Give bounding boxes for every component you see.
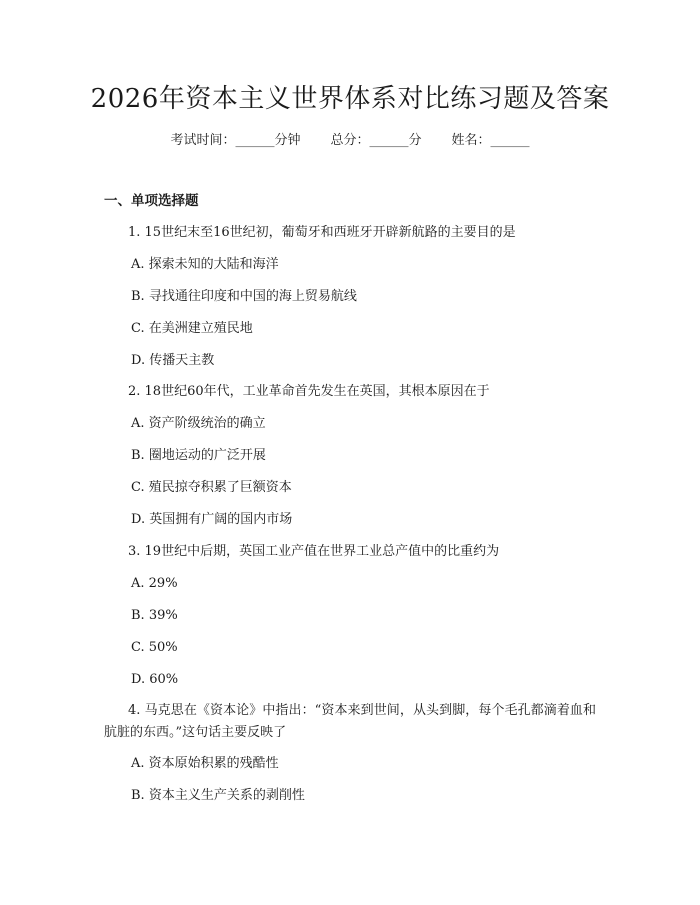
question-2-option-d: D. 英国拥有广阔的国内市场 xyxy=(131,512,293,527)
question-2-stem: 2. 18世纪60年代，工业革命首先发生在英国，其根本原因在于 xyxy=(128,384,490,399)
question-2-option-c: C. 殖民掠夺积累了巨额资本 xyxy=(131,480,292,495)
question-1-option-a: A. 探索未知的大陆和海洋 xyxy=(131,257,279,272)
student-name-field: 姓名：______ xyxy=(451,133,530,148)
question-3-stem: 3. 19世纪中后期，英国工业产值在世界工业总产值中的比重约为 xyxy=(128,544,500,559)
exam-info-bar xyxy=(0,132,700,150)
question-4-option-b: B. 资本主义生产关系的剥削性 xyxy=(131,788,305,803)
question-2-option-a: A. 资产阶级统治的确立 xyxy=(131,416,266,431)
question-1-option-d: D. 传播天主教 xyxy=(131,353,215,368)
question-3-option-c: C. 50% xyxy=(131,640,178,655)
document-title: 2026年资本主义世界体系对比练习题及答案 xyxy=(90,84,610,114)
question-4-stem: 4. 马克思在《资本论》中指出：“资本来到世间，从头到脚，每个毛孔都滴着血和肮脏的东西。”这句话主要反映了 xyxy=(104,703,596,740)
question-3-option-d: D. 60% xyxy=(131,672,179,687)
question-4-option-a: A. 资本原始积累的残酷性 xyxy=(131,756,279,771)
question-3-option-a: A. 29% xyxy=(131,576,178,591)
question-1-option-c: C. 在美洲建立殖民地 xyxy=(131,321,253,336)
total-score-field: 总分：______分 xyxy=(330,133,422,148)
question-1-option-b: B. 寻找通往印度和中国的海上贸易航线 xyxy=(131,289,357,304)
exam-time-field: 考试时间：______分钟 xyxy=(170,133,301,148)
question-2-option-b: B. 圈地运动的广泛开展 xyxy=(131,448,266,463)
question-1-stem: 1. 15世纪末至16世纪初，葡萄牙和西班牙开辟新航路的主要目的是 xyxy=(128,225,516,240)
question-3-option-b: B. 39% xyxy=(131,608,178,623)
section-heading: 一、单项选择题 xyxy=(104,193,199,209)
